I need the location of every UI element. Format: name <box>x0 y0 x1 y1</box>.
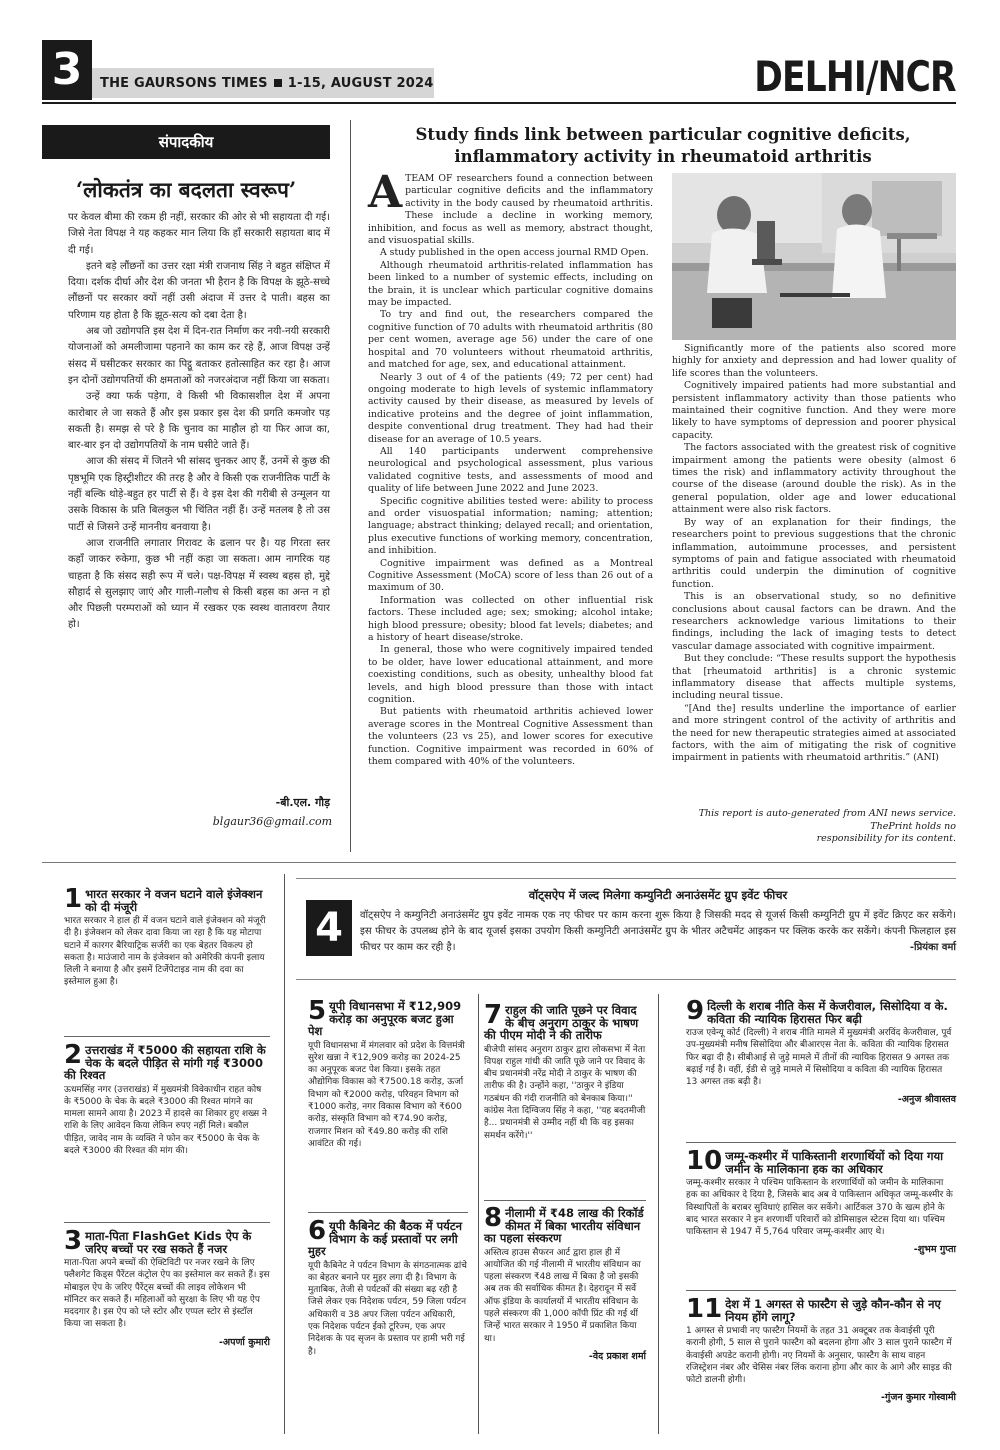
masthead-title: THE GAURSONS TIMES <box>100 76 268 91</box>
article-headline-line: Study finds link between particular cognitive deficits, <box>415 125 911 144</box>
brief-byline: -प्रियंका वर्मा <box>909 942 956 953</box>
brief-8 <box>484 1203 646 1362</box>
brief-byline: -अनुज श्रीवास्तव <box>897 1094 956 1106</box>
brief-number: 10 <box>686 1146 723 1176</box>
brief-divider <box>686 1142 956 1143</box>
disclaimer-line: ThePrint holds no <box>870 820 956 832</box>
masthead <box>100 76 434 91</box>
editorial-title: ‘लोकतंत्र का बदलता स्वरूप’ <box>75 177 297 202</box>
header-rule <box>42 102 956 104</box>
lab-photo <box>672 173 956 340</box>
brief-divider <box>308 1212 468 1213</box>
article-paragraph: Significantly more of the patients also scored more highly for anxiety and depression and had lower quality of life scores than the volunteers. <box>672 343 956 379</box>
brief-4-body <box>360 908 956 956</box>
brief-byline: -वेद प्रकाश शर्मा <box>588 1350 646 1362</box>
brief-headline: दिल्ली के शराब नीति केस में केजरीवाल, सिसोदिया व के. कविता की न्यायिक हिरासत फिर बढ़ी <box>707 999 948 1026</box>
issue-date: 1-15, AUGUST 2024 <box>287 76 434 91</box>
brief-number: 8 <box>484 1203 503 1233</box>
article-column-2 <box>672 343 956 765</box>
brief-body: जम्मू-कश्मीर सरकार ने पश्चिम पाकिस्तान के शरणार्थियों को जमीन के मालिकाना हक का अधिकार दे दिया है, जिसके बाद अब वे पाकिस्तान अधिकृत जम्मू-कश्मीर के विस्थापितों के बराबर सुविधाएं हासिल कर सकेंगे। आर्टिकल 370 के खत्म होने के बाद भारत सरकार ने इन शरणार्थी परिवारों को डोमिसाइल स्टेटस दिया था। पश्चिम पाकिस्तान से 1947 में 5,764 परिवार जम्मू-कश्मीर आए थे। <box>686 1178 953 1238</box>
brief-headline: यूपी कैबिनेट की बैठक में पर्यटन विभाग के कई प्रस्तावों पर लगी मुहर <box>308 1219 462 1258</box>
drop-cap: A <box>368 167 403 218</box>
article-paragraph: But they conclude: “These results support the hypothesis that [rheumatoid arthritis] is a chronic systemic inflammatory disease that affects multiple systems, including neural tissue. <box>672 653 956 702</box>
disclaimer-line: This report is auto-generated from ANI news service. <box>698 808 956 819</box>
page-number: 3 <box>42 40 92 100</box>
brief-body: माता-पिता अपने बच्चों की ऐक्टिविटी पर नजर रखने के लिए फ्लैशगेट किड्स पैरेंटल कंट्रोल ऐप का इस्तेमाल कर सकते हैं। इस मोबाइल ऐप के जरिए पैरेंट्स बच्चों की लाइव लोकेशन भी मॉनिटर कर सकते हैं। महिलाओं को सुरक्षा के लिए भी यह ऐप मददगार है। इस ऐप को प्ले स्टोर और एप्पल स्टोर से इंस्टॉल किया जा सकता है। <box>64 1258 270 1330</box>
brief-headline: राहुल की जाति पूछने पर विवाद के बीच अनुराग ठाकुर के भाषण की पीएम मोदी ने की तारीफ <box>484 1003 639 1042</box>
brief-headline: नीलामी में ₹48 लाख की रिकॉर्ड कीमत में बिका भारतीय संविधान का पहला संस्करण <box>484 1206 644 1245</box>
brief-body: यूपी कैबिनेट ने पर्यटन विभाग के संगठनात्मक ढांचे का बेहतर बनाने पर मुहर लगा दी है। विभाग के मुताबिक, तेजी से पर्यटकों की संख्या बढ़ रही है जिसे लेकर एक निदेशक पर्यटन, 59 जिला पर्यटन अधिकारी व 38 अपर जिला पर्यटन अधिकारी, एक निदेशक पर्यटन ईको टूरिज्म, एक अपर निदेशक के पद सृजन के प्रस्ताव पर हामी भरी गई है। <box>308 1260 467 1357</box>
article-paragraph: Information was collected on other influential risk factors. These included age; sex; smoking; alcohol intake; high blood pressure; obesity; blood fat levels; diabetes; and a history of heart disease/stroke. <box>368 594 653 644</box>
editorial-paragraph: पर केवल बीमा की रकम ही नहीं, सरकार की ओर से भी सहायता दी गई। जिसे नेता विपक्ष ने यह कहकर मान लिया कि हाँ सरकारी सहायता बाद में दी गई। <box>68 212 330 256</box>
brief-number: 3 <box>64 1226 83 1256</box>
brief-body: 1 अगस्त से प्रभावी नए फास्टैग नियमों के तहत 31 अक्टूबर तक केवाईसी पूरी करानी होगी, 5 साल से पुराने फास्टैग को बदलना होगा और 3 साल पुराने फास्टैग में केवाईसी अपडेट करानी होगी। नए नियमों के अनुसार, फास्टैग के साथ वाहन रजिस्ट्रेशन नंबर और चेसिस नंबर लिंक कराना होगा और कार के आगे और साइड की फोटो डालनी होगी। <box>686 1326 952 1386</box>
column-divider <box>658 994 659 1434</box>
lab-photo-illustration <box>672 173 956 340</box>
brief-1 <box>64 884 270 989</box>
editorial-body <box>68 210 330 634</box>
brief-divider <box>64 1036 270 1037</box>
article-headline-line: inflammatory activity in rheumatoid arthritis <box>454 147 872 166</box>
article-paragraph: Although rheumatoid arthritis-related inflammation has been linked to a number of systemic effects, including on the brain, it is unclear which particular cognitive domains may be impacted. <box>368 259 653 309</box>
column-divider <box>284 874 285 1434</box>
brief-11 <box>686 1294 956 1404</box>
disclaimer-line: responsibility for its content. <box>816 833 956 844</box>
brief-5 <box>308 996 468 1150</box>
brief-headline: भारत सरकार ने वजन घटाने वाले इंजेक्शन को दी मंजूरी <box>85 887 263 914</box>
brief-6 <box>308 1216 468 1358</box>
article-paragraph: Cognitively impaired patients had more substantial and persistent inflammatory activity than those patients who maintained their cognitive function. And they were more likely to have symptoms of depression and poorer physical capacity. <box>672 380 956 441</box>
article-column-1 <box>368 167 653 769</box>
brief-2 <box>64 1040 270 1157</box>
editorial-paragraph: आज की संसद में जितने भी सांसद चुनकर आए हैं, उनमें से कुछ की पृष्ठभूमि एक हिस्ट्रीशीटर की तरह है और वे किसी एक राजनीतिक पार्टी के नहीं बल्कि थोड़े-बहुत हर पार्टी से हैं। वे इस देश की गरीबी से उन्मूलन या उसके विकास के प्रति बिलकुल भी चिंतित नहीं हैं। उन्हें मतलब है तो उस पार्टी से जिसने उन्हें माननीय बनवाया है। <box>68 456 330 533</box>
article-paragraph: But patients with rheumatoid arthritis achieved lower average scores in the Montreal Cognitive Assessment than the volunteers (23 vs 25), and lower scores for executive function. Cognitive impairment was recorded in 60% of them compared with 40% of the volunteers. <box>368 706 653 768</box>
article-paragraph: Nearly 3 out of 4 of the patients (49; 72 per cent) had ongoing moderate to high levels of systemic inflammatory activity caused by their disease, as measured by levels of indicative proteins and the degree of joint inflammation, despite conventional drug treatment. They had had their disease for an average of 10.5 years. <box>368 371 653 445</box>
brief-7 <box>484 1000 646 1142</box>
brief-headline: जम्मू-कश्मीर में पाकिस्तानी शरणार्थियों को दिया गया जमीन के मालिकाना हक का अधिकार <box>725 1149 944 1176</box>
brief-headline: यूपी विधानसभा में ₹12,909 करोड़ का अनुपूरक बजट हुआ पेश <box>308 999 462 1038</box>
section-rule <box>42 862 956 863</box>
brief-body: ऊधमसिंह नगर (उत्तराखंड) में मुख्यमंत्री विवेकाधीन राहत कोष के ₹5000 के चेक के बदले ₹3000 की रिश्वत मांगने का मामला सामने आया है। 2023 में हादसे का शिकार हुए शख्स ने राशि के लिए आवेदन किया लेकिन रुपए नहीं मिले। बकौल पीड़ित, जावेद नाम के व्यक्ति ने फोन कर ₹5000 के चेक के बदले ₹3000 की रिश्वत की मांग की। <box>64 1084 267 1156</box>
brief-4-headline: वॉट्सऐप में जल्द मिलेगा कम्युनिटी अनाउंसमेंट ग्रुप इवेंट फीचर <box>528 888 788 902</box>
article-headline <box>370 124 956 168</box>
editorial-paragraph: उन्हें क्या फर्क पड़ेगा, वे किसी भी विकासशील देश में अपना कारोबार ले जा सकते हैं और इस प्रकार इस देश की प्रगति कमजोर पड़ सकती है। समझ से परे है कि चुनाव का माहौल हो या फिर आज का, बार-बार इन दो उद्योगपतियों के नाम घसीटे जाते हैं। <box>68 391 330 452</box>
brief-body: राउज एवेन्यू कोर्ट (दिल्ली) ने शराब नीति मामले में मुख्यमंत्री अरविंद केजरीवाल, पूर्व उप-मुख्यमंत्री मनीष सिसोदिया और बीआरएस नेता के. कविता की न्यायिक हिरासत फिर बढ़ा दी है। सीबीआई से जुड़े मामले में तीनों की न्यायिक हिरासत 9 अगस्त तक बढ़ाई गई है। वहीं, ईडी से जुड़े मामले में सिसोदिया व कविता की न्यायिक हिरासत 13 अगस्त तक बढ़ी है। <box>686 1028 952 1088</box>
brief-number: 9 <box>686 996 705 1026</box>
brief-3 <box>64 1226 270 1348</box>
brief-number: 11 <box>686 1294 723 1324</box>
brief-10 <box>686 1146 956 1256</box>
brief-body: भारत सरकार ने हाल ही में वजन घटाने वाले इंजेक्शन को मंजूरी दी है। इंजेक्शन को लेकर दावा किया जा रहा है कि यह मोटापा घटाने में कारगर बैरियाट्रिक सर्जरी का एक बेहतर विकल्प हो सकता है। माउंजारो नाम के इंजेक्शन को अमेरिकी कंपनी इलाय लिली ने बनाया है और इसमें टिर्जेपेटाइड नाम की दवा का इस्तेमाल हुआ है। <box>64 916 266 988</box>
editorial-label: संपादकीय <box>42 125 330 159</box>
brief-body: वॉट्सऐप ने कम्युनिटी अनाउंसमेंट ग्रुप इवेंट नामक एक नए फीचर पर काम करना शुरू किया है जिसकी मदद से यूजर्स किसी कम्युनिटी ग्रुप में इवेंट क्रिएट कर सकेंगे। इस फीचर के उपलब्ध होने के बाद यूजर्स इसका उपयोग किसी कम्युनिटी अनाउंसमेंट ग्रुप के भीतर अटैचमेंट आइकन पर क्लिक करके कर सकेंगे। कंपनी फिलहाल इस फीचर पर काम कर रही है। <box>360 910 956 953</box>
brief-9 <box>686 996 956 1106</box>
article-paragraph: The factors associated with the greatest risk of cognitive impairment among the patients were obesity (almost 6 times the risk) and inflammatory activity throughout the course of the disease (around double the risk). As in the general population, older age and lower educational attainment were also risk factors. <box>672 442 956 516</box>
region-title: DELHI/NCR <box>754 52 956 101</box>
brief-body: बीजेपी सांसद अनुराग ठाकुर द्वारा लोकसभा में नेता विपक्ष राहुल गांधी की जाति पूछे जाने पर विवाद के बीच प्रधानमंत्री नरेंद्र मोदी ने ठाकुर के भाषण की तारीफ की है। उन्होंने कहा, ''ठाकुर ने इंडिया गठबंधन की गंदी राजनीति को बेनकाब किया।'' कांग्रेस नेता दिग्विजय सिंह ने कहा, ''यह बदतमीजी है... प्रधानमंत्री से उम्मीद नहीं थी कि वह इसका समर्थन करेंगे।'' <box>484 1044 646 1141</box>
editorial-signature: -बी.एल. गौड़ <box>275 796 330 809</box>
brief-byline: -अपर्णा कुमारी <box>218 1336 270 1348</box>
brief-divider <box>484 1200 646 1201</box>
column-divider <box>478 994 479 1434</box>
square-bullet-icon <box>274 79 282 87</box>
column-divider <box>350 120 351 852</box>
article-paragraph: Cognitive impairment was defined as a Montreal Cognitive Assessment (MoCA) score of less than 26 out of a maximum of 30. <box>368 557 653 594</box>
brief-headline: उत्तराखंड में ₹5000 की सहायता राशि के चेक के बदले पीड़ित से मांगी गई ₹3000 की रिश्वत <box>64 1043 266 1082</box>
editorial-paragraph: इतने बड़े लौंछनों का उत्तर रक्षा मंत्री राजनाथ सिंह ने बहुत संक्षिप्त में दिया। दर्शक दीर्घा और देश की जनता भी हैरान है कि विपक्ष के झूठे-सच्चे लौंछनों पर सरकार क्यों नहीं उसी अंदाज में उत्तर दे पाती। बहस का परिणाम यह होता है कि झूठ-सत्य को दबा देता है। <box>68 260 330 321</box>
brief-number: 1 <box>64 884 83 914</box>
article-paragraph: This is an observational study, so no definitive conclusions about causal factors can be drawn. And the researchers acknowledge various limitations to their findings, including the lack of imaging tests to detect vascular damage associated with cognitive impairment. <box>672 591 956 652</box>
article-paragraph: All 140 participants underwent comprehensive neurological and psychological assessment, plus various validated cognitive tests, and assessments of mood and quality of life between June 2022 and June 2023. <box>368 445 653 495</box>
brief-divider <box>686 1290 956 1291</box>
article-paragraph: To try and find out, the researchers compared the cognitive function of 70 adults with rheumatoid arthritis (80 per cent women, average age 56) under the care of one hospital and 70 volunteers without rheumatoid arthritis, and matched for age, sex, and educational attainment. <box>368 309 653 371</box>
brief-number: 2 <box>64 1040 83 1070</box>
editorial-paragraph: अब जो उद्योगपति इस देश में दिन-रात निर्माण कर नयी-नयी सरकारी योजनाओं को अमलीजामा पहनाने का काम कर रहे हैं, आज विपक्ष उन्हें संसद में घसीटकर सरकार का पिट्ठू बताकर हतोत्साहित कर रहा है। आज इन दोनों उद्योगपतियों की क्षमताओं को नजरअंदाज नहीं किया जा सकता। <box>68 326 330 386</box>
brief-divider <box>64 1222 270 1223</box>
article-paragraph: TEAM OF researchers found a connection between particular cognitive deficits and the inflammatory activity in the body caused by rheumatoid arthritis. These include a decline in working memory, inhibition, and focus as well as memory, abstract thought, and visuospatial skills. <box>368 173 653 247</box>
article-paragraph: In general, those who were cognitively impaired tended to be older, have lower educational attainment, and more coexisting conditions, such as obesity, unhealthy blood fat levels, and high blood pressure than those with intact cognition. <box>368 644 653 706</box>
brief-body: यूपी विधानसभा में मंगलवार को प्रदेश के वित्तमंत्री सुरेश खन्ना ने ₹12,909 करोड़ का 2024-25 का अनुपूरक बजट पेश किया। इसके तहत औद्योगिक विकास को ₹7500.18 करोड़, ऊर्जा विभाग को ₹2000 करोड़, परिवहन विभाग को ₹1000 करोड़, नगर विकास विभाग को ₹600 करोड़, संस्कृति विभाग को ₹74.90 करोड़, राजगार मिशन को ₹49.80 करोड़ की राशि आवंटित की गई। <box>308 1040 465 1149</box>
editorial-email[interactable]: blgaur36@gmail.com <box>212 815 332 828</box>
brief-body: अस्तित्व हाउस सैफरन आर्ट द्वारा हाल ही में आयोजित की गई नीलामी में भारतीय संविधान का पहला संस्करण ₹48 लाख में बिका है जो इसकी अब तक की सर्वाधिक कीमत है। देहरादून में सर्वे ऑफ इंडिया के कार्यालयों में भारतीय संविधान के पहले संस्करण की 1,000 कॉपी प्रिंट की गई थीं जिन्हें भारत सरकार ने 1950 में प्रकाशित किया था। <box>484 1247 641 1344</box>
article-paragraph: A study published in the open access journal RMD Open. <box>380 247 649 259</box>
article-paragraph: By way of an explanation for their findings, the researchers point to previous suggestions that the chronic inflammation, autoimmune processes, and persistent symptoms of pain and fatigue associated with rheumatoid arthritis could underpin the diminution of cognitive function. <box>672 516 956 590</box>
article-paragraph: “[And the] results underline the importance of earlier and more stringent control of the activity of arthritis and the need for new therapeutic strategies aimed at associated factors, with the aim of mitigating the risk of cognitive impairment in patients with rheumatoid arthritis.” (ANI) <box>672 702 956 764</box>
brief-number: 5 <box>308 996 327 1026</box>
article-disclaimer <box>672 808 956 846</box>
brief-headline: माता-पिता FlashGet Kids ऐप के जरिए बच्चों पर रख सकते हैं नजर <box>85 1229 252 1256</box>
editorial-paragraph: आज राजनीति लगातार गिरावट के ढलान पर है। यह गिरता स्तर कहाँ जाकर रुकेगा, कुछ भी नहीं कहा जा सकता। आम नागरिक यह चाहता है कि संसद सही रूप में चले। पक्ष-विपक्ष में स्वस्थ बहस हो, मुद्दे सौहार्द से सुलझाए जाएं और गाली-गलौच से किसी बहस का अन्त न हो और पिछली परम्पराओं को ध्यान में रखकर एक स्वस्थ वातावरण तैयार हो। <box>68 537 330 631</box>
article-paragraph: Specific cognitive abilities tested were: ability to process and order visuospatial information; naming; attention; language; abstract thinking; delayed recall; and orientation, plus executive functions of working memory, concentration, and inhibition. <box>368 495 653 557</box>
brief-number: 6 <box>308 1216 327 1246</box>
brief-byline: -गुंजन कुमार गोस्वामी <box>881 1392 956 1404</box>
article-lead-paragraph <box>368 167 653 247</box>
brief-headline: देश में 1 अगस्त से फास्टैग से जुड़े कौन-कौन से नए नियम होंगे लागू? <box>725 1297 941 1324</box>
brief-byline: -शुभम गुप्ता <box>913 1244 956 1256</box>
brief-number: 7 <box>484 1000 503 1030</box>
brief-4-number: 4 <box>306 900 352 956</box>
